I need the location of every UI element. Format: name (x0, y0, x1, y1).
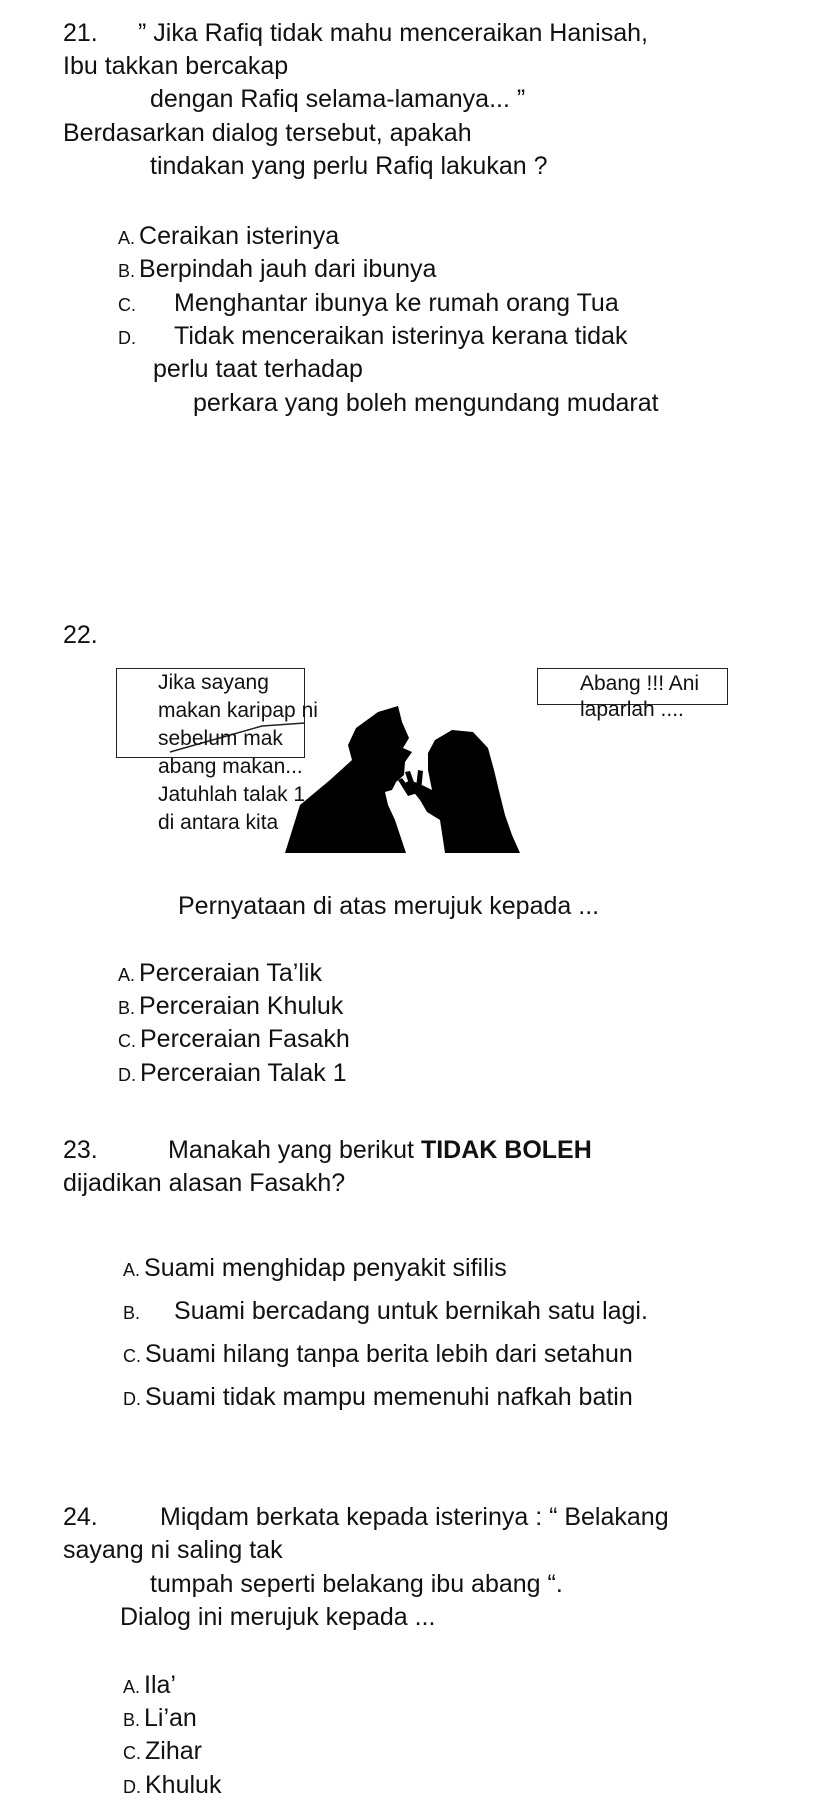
bubble-left-line: makan karipap ni (158, 699, 318, 722)
stem-text: Manakah yang berikut (168, 1136, 421, 1164)
option-letter: C. (118, 1031, 136, 1051)
option-letter: B. (123, 1710, 141, 1730)
option-d-continuation: perlu taat terhadap (153, 355, 363, 383)
option-text: Berpindah jauh dari ibunya (139, 255, 437, 283)
question-number: 21. (63, 19, 98, 47)
bubble-left-line: Jatuhlah talak 1 (158, 783, 306, 806)
option-text: Perceraian Ta’lik (139, 959, 322, 987)
option-letter: D. (118, 1065, 136, 1085)
option-text: Suami tidak mampu memenuhi nafkah batin (145, 1383, 633, 1411)
option-a[interactable] (118, 958, 322, 990)
option-b[interactable] (118, 991, 343, 1023)
option-text: Menghantar ibunya ke rumah orang Tua (174, 289, 619, 317)
option-text: Khuluk (145, 1771, 222, 1799)
question-number: 22. (63, 621, 98, 649)
option-d-continuation: perkara yang boleh mengundang mudarat (193, 389, 659, 417)
option-text: Perceraian Khuluk (139, 992, 344, 1020)
question-text-line: Miqdam berkata kepada isterinya : “ Belakang (160, 1503, 669, 1531)
option-letter: B. (118, 998, 136, 1018)
option-text: Suami bercadang untuk bernikah satu lagi. (174, 1297, 648, 1325)
option-text: Suami menghidap penyakit sifilis (144, 1254, 507, 1282)
question-text-line: Ibu takkan bercakap (63, 52, 289, 80)
question-text-line: sayang ni saling tak (63, 1536, 283, 1564)
option-d[interactable] (123, 1382, 633, 1414)
option-d[interactable] (118, 1058, 347, 1090)
option-text: Ila’ (144, 1671, 176, 1699)
question-text-line (168, 1135, 592, 1165)
bubble-left-line: di antara kita (158, 811, 279, 834)
option-text: Suami hilang tanpa berita lebih dari setahun (145, 1340, 633, 1368)
question-text-line: tumpah seperti belakang ibu abang “. (150, 1570, 563, 1598)
question-number: 23. (63, 1136, 98, 1164)
option-letter: C. (123, 1743, 141, 1763)
stem-emphasis: TIDAK BOLEH (420, 1136, 592, 1164)
option-a[interactable] (123, 1670, 176, 1702)
option-text: Ceraikan isterinya (139, 222, 340, 250)
question-text-line: tindakan yang perlu Rafiq lakukan ? (150, 152, 548, 180)
question-text-line: ” Jika Rafiq tidak mahu menceraikan Hanisah, (138, 19, 648, 47)
option-a[interactable] (123, 1253, 507, 1285)
option-text: Zihar (145, 1737, 202, 1765)
question-text-line: Berdasarkan dialog tersebut, apakah (63, 119, 472, 147)
option-d[interactable] (123, 1770, 221, 1802)
question-text-line: dijadikan alasan Fasakh? (63, 1169, 346, 1197)
option-letter: A. (123, 1260, 141, 1280)
option-text: Perceraian Talak 1 (140, 1059, 347, 1087)
bubble-left-line: Jika sayang (158, 671, 269, 694)
option-b[interactable] (123, 1703, 197, 1735)
option-letter: D. (123, 1389, 141, 1409)
option-letter: C. (118, 295, 136, 315)
option-letter: D. (118, 328, 136, 348)
option-text: Li’an (144, 1704, 197, 1732)
bubble-left-line: sebelum mak (158, 727, 283, 750)
option-c[interactable] (123, 1736, 202, 1768)
option-letter: A. (118, 965, 136, 985)
question-text-line: dengan Rafiq selama-lamanya... ” (150, 85, 526, 113)
option-letter: C. (123, 1346, 141, 1366)
option-text: Tidak menceraikan isterinya kerana tidak (174, 322, 628, 350)
option-letter: B. (123, 1303, 141, 1323)
option-letter: D. (123, 1777, 141, 1797)
question-text-line: Dialog ini merujuk kepada ... (120, 1603, 436, 1631)
question-stem: Pernyataan di atas merujuk kepada ... (178, 892, 600, 920)
bubble-right-line: laparlah .... (580, 698, 684, 721)
option-letter: A. (123, 1677, 141, 1697)
option-b[interactable] (123, 1296, 648, 1328)
option-c[interactable] (123, 1339, 633, 1371)
question-number: 24. (63, 1503, 98, 1531)
option-letter: A. (118, 228, 136, 248)
bubble-right-line: Abang !!! Ani (580, 672, 700, 695)
bubble-left-line: abang makan... (158, 755, 303, 778)
option-c[interactable] (118, 1024, 350, 1056)
option-letter: B. (118, 261, 136, 281)
option-text: Perceraian Fasakh (140, 1025, 350, 1053)
